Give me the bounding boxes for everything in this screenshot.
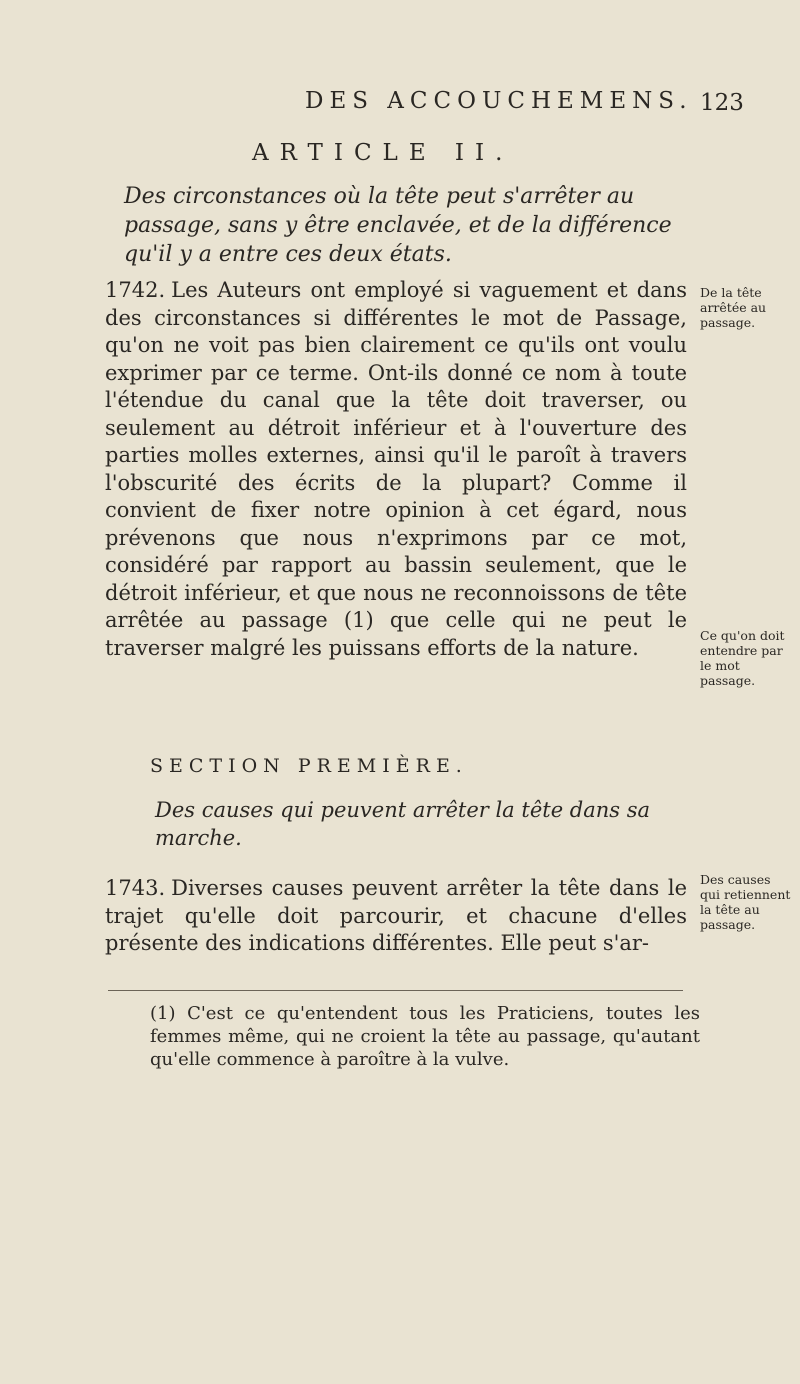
section-subtitle: Des causes qui peuvent arrêter la tête dans sa marche. (155, 798, 651, 850)
running-title: DES ACCOUCHEMENS. (305, 88, 693, 114)
margin-note-causes: Des causes qui retiennent la tête au passage. (700, 872, 791, 932)
margin-note-tete-arretee: De la tête arrêtée au passage. (700, 285, 767, 330)
footnote: (1) C'est ce qu'entendent tous les Praticiens, toutes les femmes même, qui ne croient la tête au passage, qu'autant qu'elle commence à paroître à la vulve. (150, 1003, 700, 1070)
article-title: ARTICLE II. (252, 140, 514, 166)
paragraph-number: 1743. (105, 876, 166, 900)
section-heading: SECTION PREMIÈRE. (150, 755, 468, 777)
page-header (0, 88, 800, 128)
page-number: 123 (700, 90, 744, 116)
footnote-divider (108, 990, 683, 991)
paragraph-1743 (105, 875, 687, 958)
paragraph-number: 1742. (105, 278, 166, 302)
paragraph-text: Les Auteurs ont employé si vaguement et dans des circonstances si différentes le mot de Passage, qu'on ne voit pas bien clairement ce qu'ils ont voulu exprimer par ce terme. Ont-ils donné ce nom à toute l'étendue du canal que la tête doit traverser, ou seulement au détroit inférieur et à l'ouverture des parties molles externes, ainsi qu'il le paroît à travers l'obscurité des écrits de la plupart? Comme il convient de fixer notre opinion à cet égard, nous prévenons que nous n'exprimons par ce mot, considéré par rapport au bassin seulement, que le détroit inférieur, et que nous ne reconnoissons de tête arrêtée au passage (1) que celle qui ne peut le traverser malgré les puissans efforts de la nature. (105, 278, 687, 660)
paragraph-1742 (105, 277, 687, 662)
paragraph-text: Diverses causes peuvent arrêter la tête dans le trajet qu'elle doit parcourir, et chacune d'elles présente des indications différentes. Elle peut s'ar- (105, 876, 687, 955)
article-subtitle: Des circonstances où la tête peut s'arrêter au passage, sans y être enclavée, et de la différence qu'il y a entre ces deux états. (124, 184, 672, 267)
margin-note-mot-passage: Ce qu'on doit entendre par le mot passage. (700, 628, 785, 688)
